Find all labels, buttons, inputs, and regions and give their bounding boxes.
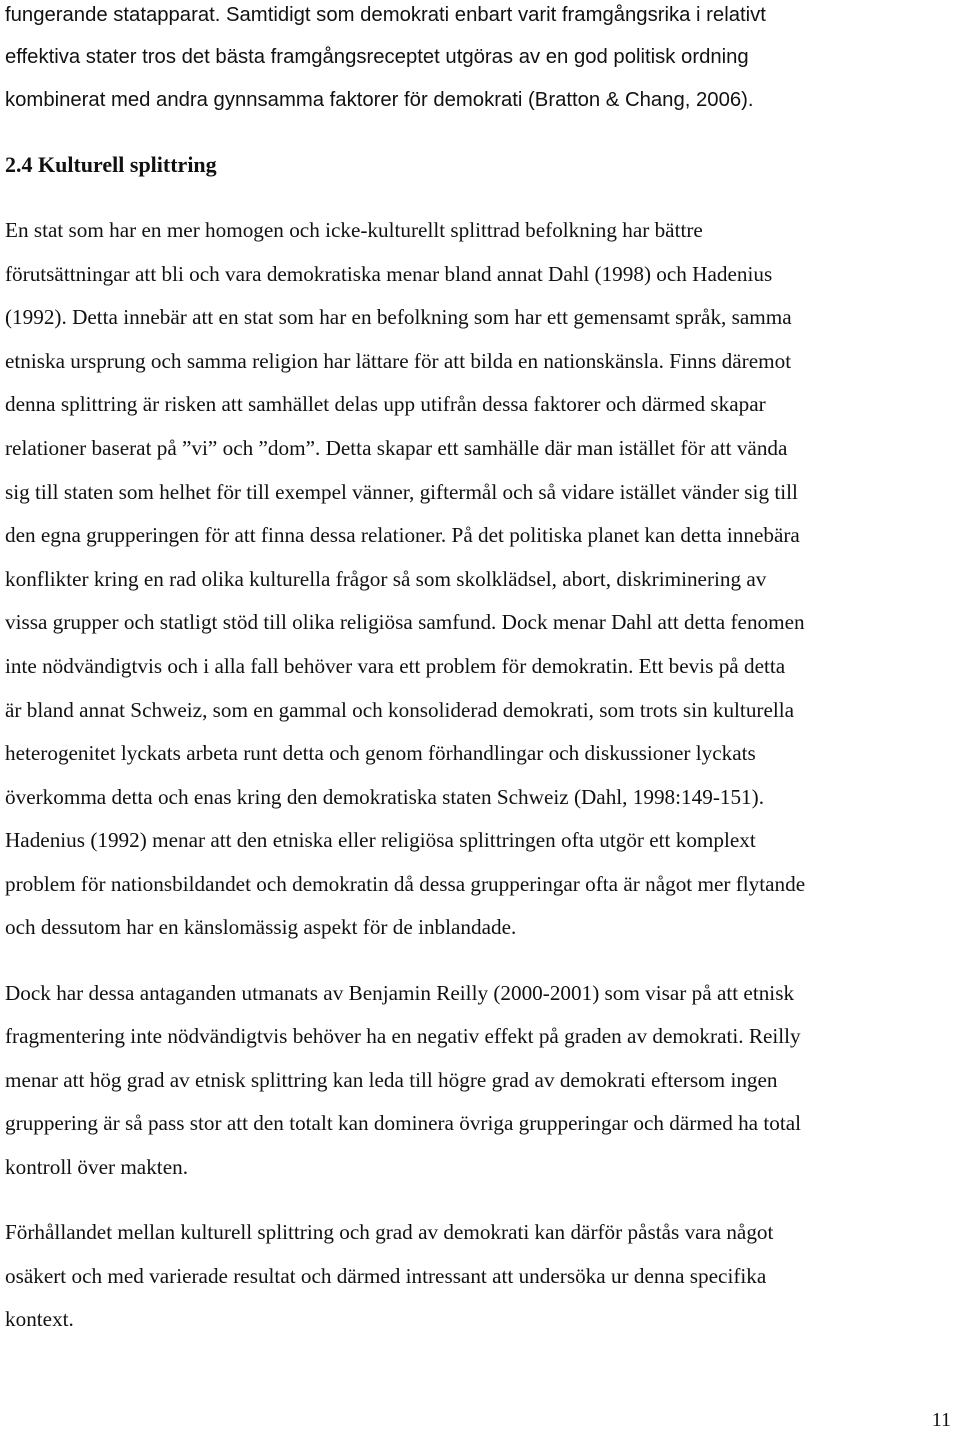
page-number: 11: [931, 1409, 951, 1431]
intro-line-1: fungerande statapparat. Samtidigt som demokrati enbart varit framgångsrika i relativt: [5, 4, 766, 26]
paragraph1-line-12: är bland annat Schweiz, som en gammal och konsoliderad demokrati, som trots sin kulturella: [5, 698, 795, 722]
paragraph1-line-11: inte nödvändigtvis och i alla fall behöver vara ett problem för demokratin. Ett bevis på detta: [5, 654, 786, 678]
paragraph2-line-5: kontroll över makten.: [5, 1155, 188, 1179]
paragraph2-line-3: menar att hög grad av etnisk splittring kan leda till högre grad av demokrati eftersom ingen: [5, 1068, 778, 1092]
paragraph1-line-9: konflikter kring en rad olika kulturella frågor så som skolklädsel, abort, diskriminering av: [5, 567, 767, 591]
paragraph1-line-8: den egna grupperingen för att finna dessa relationer. På det politiska planet kan detta innebära: [5, 523, 800, 547]
paragraph1-line-7: sig till staten som helhet för till exempel vänner, giftermål och så vidare istället vänder sig till: [5, 480, 798, 504]
intro-line-3: kombinerat med andra gynnsamma faktorer för demokrati (Bratton & Chang, 2006).: [5, 89, 754, 111]
paragraph3-line-3: kontext.: [5, 1307, 74, 1331]
paragraph1-line-15: Hadenius (1992) menar att den etniska eller religiösa splittringen ofta utgör ett komplext: [5, 828, 756, 852]
paragraph1-line-3: (1992). Detta innebär att en stat som har en befolkning som har ett gemensamt språk, samma: [5, 305, 792, 329]
paragraph3-line-2: osäkert och med varierade resultat och därmed intressant att undersöka ur denna specifika: [5, 1264, 767, 1288]
paragraph3-line-1: Förhållandet mellan kulturell splittring och grad av demokrati kan därför påstås vara något: [5, 1220, 774, 1244]
paragraph1-line-13: heterogenitet lyckats arbeta runt detta och genom förhandlingar och diskussioner lyckats: [5, 741, 756, 765]
paragraph1-line-17: och dessutom har en känslomässig aspekt för de inblandade.: [5, 915, 517, 939]
section-heading: 2.4 Kulturell splittring: [5, 152, 217, 177]
paragraph2-line-1: Dock har dessa antaganden utmanats av Benjamin Reilly (2000-2001) som visar på att etnisk: [5, 981, 795, 1005]
paragraph2-line-2: fragmentering inte nödvändigtvis behöver ha en negativ effekt på graden av demokrati. Reilly: [5, 1024, 801, 1048]
paragraph1-line-16: problem för nationsbildandet och demokratin då dessa grupperingar ofta är något mer flytande: [5, 872, 806, 896]
paragraph1-line-2: förutsättningar att bli och vara demokratiska menar bland annat Dahl (1998) och Hadenius: [5, 262, 773, 286]
paragraph1-line-14: överkomma detta och enas kring den demokratiska staten Schweiz (Dahl, 1998:149-151).: [5, 785, 765, 809]
paragraph1-line-10: vissa grupper och statligt stöd till olika religiösa samfund. Dock menar Dahl att detta fenomen: [5, 610, 805, 634]
paragraph1-line-4: etniska ursprung och samma religion har lättare för att bilda en nationskänsla. Finns däremot: [5, 349, 792, 373]
paragraph1-line-5: denna splittring är risken att samhället delas upp utifrån dessa faktorer och därmed skapar: [5, 392, 766, 416]
intro-line-2: effektiva stater tros det bästa framgångsreceptet utgöras av en god politisk ordning: [5, 46, 749, 68]
paragraph1-line-6: relationer baserat på ”vi” och ”dom”. Detta skapar ett samhälle där man istället för att vända: [5, 436, 788, 460]
paragraph1-line-1: En stat som har en mer homogen och icke-kulturellt splittrad befolkning har bättre: [5, 218, 703, 242]
paragraph2-line-4: gruppering är så pass stor att den totalt kan dominera övriga grupperingar och därmed ha total: [5, 1111, 802, 1135]
